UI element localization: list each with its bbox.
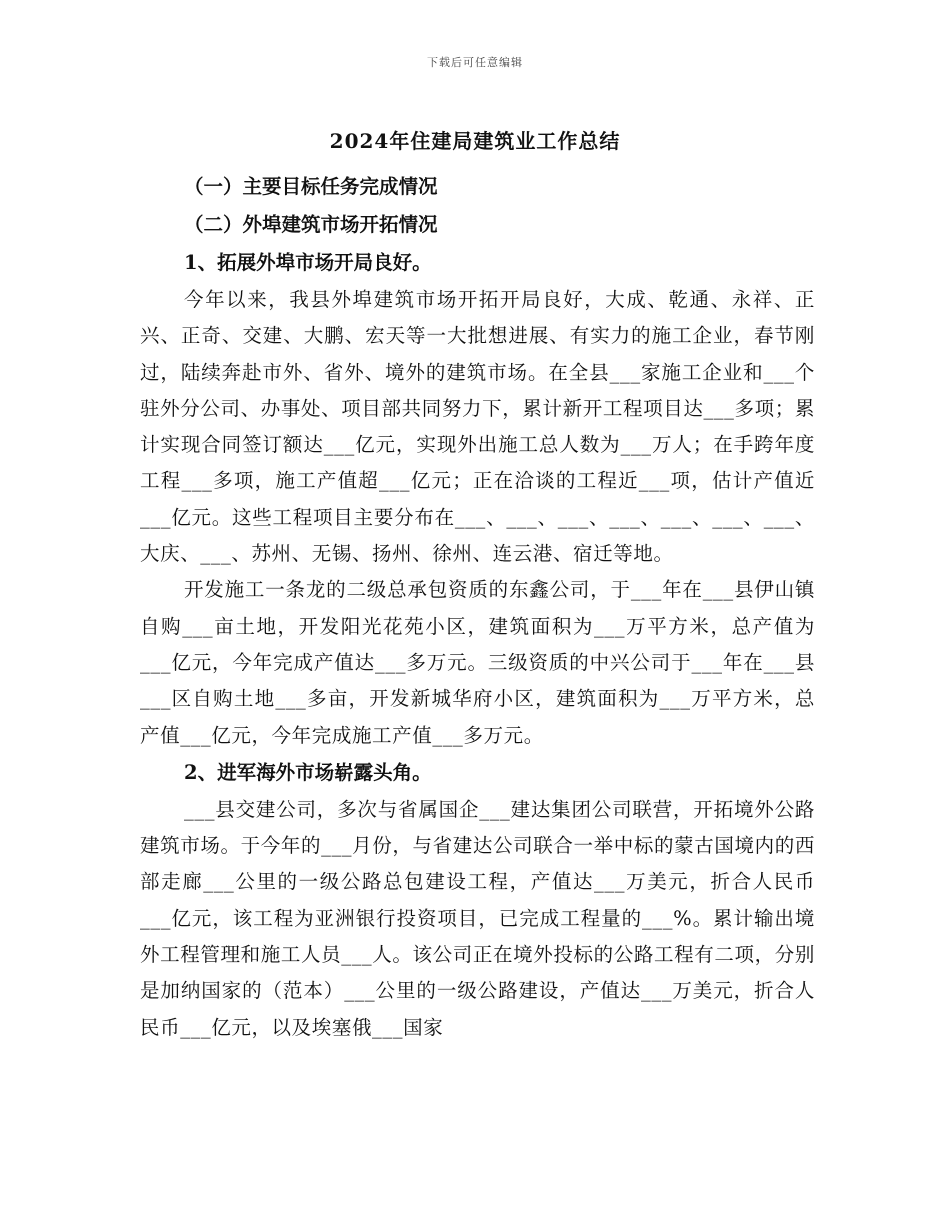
document-title: 2024年住建局建筑业工作总结: [329, 129, 621, 153]
subsection-heading-1: 1、拓展外埠市场开局良好。: [184, 251, 432, 274]
subsection-heading-2: 2、进军海外市场崭露头角。: [184, 760, 432, 784]
paragraph-3: ___县交建公司，多次与省属国企___建达集团公司联营，开拓境外公路建筑市场。于今年的___月份，与省建达公司联合一举中标的蒙古国境内的西部走廊___公里的一级公路总包建设工程，产值达___万美元，折合人民币___亿元，该工程为亚洲银行投资项目，已完成工程量的___%。累计输出境外工程管理和施工人员___人。该公司正在境外投标的公路工程有二项，分别是加纳国家的（范本）___公里的一级公路建设，产值达___万美元，折合人民币___亿元，以及埃塞俄___国家: [140, 797, 815, 1039]
section-heading-2: （二）外埠建筑市场开拓情况: [184, 213, 438, 236]
paragraph-1: 今年以来，我县外埠建筑市场开拓开局良好，大成、乾通、永祥、正兴、正奇、交建、大鹏、宏天等一大批想进展、有实力的施工企业，春节刚过，陆续奔赴市外、省外、境外的建筑市场。在全县___家施工企业和___个驻外分公司、办事处、项目部共同努力下，累计新开工程项目达___多项；累计实现合同签订额达___亿元，实现外出施工总人数为___万人；在手跨年度工程___多项，施工产值超___亿元；正在洽谈的工程近___项，估计产值近___亿元。这些工程项目主要分布在___、___、___、___、___、___、___、大庆、___、苏州、无锡、扬州、徐州、连云港、宿迁等地。: [140, 288, 815, 566]
paragraph-2: 开发施工一条龙的二级总承包资质的东鑫公司，于___年在___县伊山镇自购___亩土地，开发阳光花苑小区，建筑面积为___万平方米，总产值为___亿元，今年完成产值达___多万元。三级资质的中兴公司于___年在___县___区自购土地___多亩，开发新城华府小区，建筑面积为___万平方米，总产值___亿元，今年完成施工产值___多万元。: [140, 578, 815, 747]
section-heading-1: （一）主要目标任务完成情况: [184, 175, 438, 198]
document-body: [140, 168, 815, 1046]
page-header-note: 下载后可任意编辑: [427, 56, 523, 69]
